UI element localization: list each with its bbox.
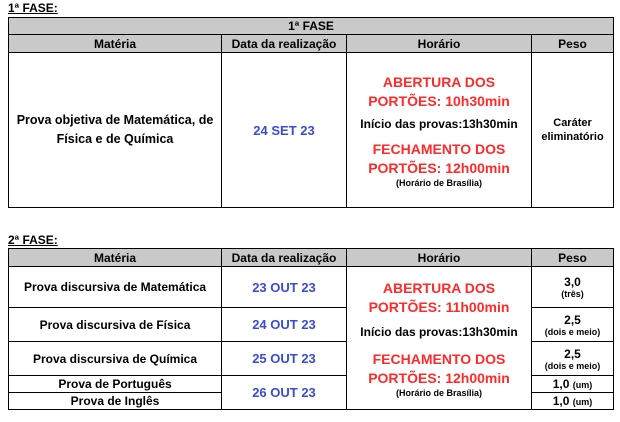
abertura-text: ABERTURA DOS PORTÕES: 11h00min <box>368 279 510 315</box>
date-cell: 23 OUT 23 <box>222 267 347 308</box>
inicio-text: Início das provas:13h30min <box>360 324 518 339</box>
date-cell: 26 OUT 23 <box>222 376 347 410</box>
peso-words: (um) <box>572 380 593 390</box>
header-data: Data da realização <box>222 35 347 53</box>
peso-words: (dois e meio) <box>544 326 601 337</box>
materia-cell: Prova discursiva de Matemática <box>9 267 222 308</box>
fase1-label: 1ª FASE: <box>8 1 58 15</box>
date-cell: 25 OUT 23 <box>222 342 347 376</box>
peso-words: (três) <box>561 289 584 299</box>
peso-cell <box>532 267 614 308</box>
peso-cell: Caráter eliminatório <box>532 53 614 208</box>
peso-words: (dois e meio) <box>544 360 601 371</box>
date-cell: 24 OUT 23 <box>222 308 347 342</box>
materia-cell: Prova de Português <box>9 376 222 393</box>
peso-value: 3,0 <box>564 275 581 289</box>
peso-cell <box>532 376 614 393</box>
date-cell: 24 SET 23 <box>222 53 347 208</box>
fechamento-text: FECHAMENTO DOS PORTÕES: 12h00min <box>368 350 510 386</box>
header-horario: Horário <box>347 249 532 267</box>
header-data: Data da realização <box>222 249 347 267</box>
peso-value: 2,5 <box>564 346 581 361</box>
fase2-label: 2ª FASE: <box>8 233 58 247</box>
horario-cell <box>347 53 532 208</box>
peso-value: 1,0 <box>552 377 570 391</box>
horario-cell <box>347 267 532 410</box>
peso-cell <box>532 308 614 342</box>
header-materia: Matéria <box>9 35 222 53</box>
fase1-table-title: 1ª FASE <box>9 18 614 35</box>
table-row <box>9 267 614 308</box>
materia-cell: Prova objetiva de Matemática, de Física e de Química <box>9 53 222 208</box>
horario-note: (Horário de Brasília) <box>395 387 483 398</box>
header-peso: Peso <box>532 35 614 53</box>
peso-value: 2,5 <box>564 312 581 327</box>
materia-cell: Prova discursiva de Física <box>9 308 222 342</box>
table-row <box>9 53 614 208</box>
header-horario: Horário <box>347 35 532 53</box>
fase2-table <box>8 248 614 410</box>
peso-value: 1,0 <box>552 394 570 408</box>
peso-cell <box>532 342 614 376</box>
fase1-table <box>8 17 614 208</box>
abertura-text: ABERTURA DOS PORTÕES: 10h30min <box>368 73 510 109</box>
inicio-text: Início das provas:13h30min <box>360 116 518 131</box>
peso-words: (um) <box>572 397 593 407</box>
peso-cell <box>532 393 614 410</box>
header-peso: Peso <box>532 249 614 267</box>
horario-note: (Horário de Brasília) <box>395 177 483 188</box>
materia-cell: Prova discursiva de Química <box>9 342 222 376</box>
materia-cell: Prova de Inglês <box>9 393 222 410</box>
header-materia: Matéria <box>9 249 222 267</box>
fechamento-text: FECHAMENTO DOS PORTÕES: 12h00min <box>368 140 510 176</box>
